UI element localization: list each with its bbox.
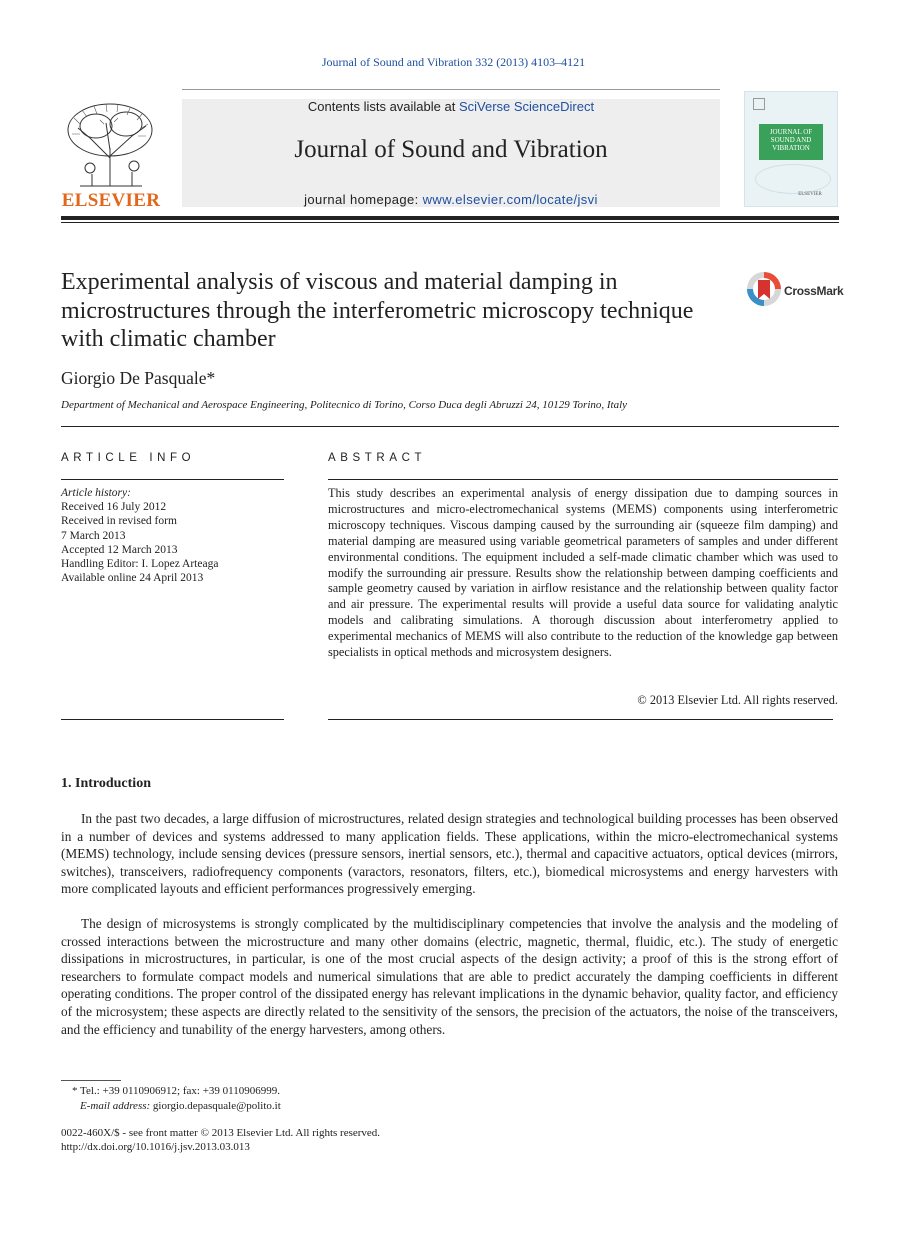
homepage-line	[182, 192, 720, 207]
doi-link[interactable]: http://dx.doi.org/10.1016/j.jsv.2013.03.013	[61, 1141, 250, 1153]
introduction-heading: 1. Introduction	[61, 776, 151, 791]
journal-cover-thumbnail[interactable]	[744, 91, 838, 207]
header-thin-rule	[61, 222, 839, 223]
article-info-rule-top	[61, 479, 284, 480]
history-item: Received 16 July 2012	[61, 501, 167, 514]
journal-citation[interactable]: Journal of Sound and Vibration 332 (2013) 4103–4121	[321, 55, 586, 69]
footnote-email-line	[80, 1100, 281, 1112]
cover-graphic	[755, 164, 831, 194]
elsevier-logo	[60, 98, 162, 212]
contents-line	[182, 99, 720, 114]
article-title: Experimental analysis of viscous and material damping in microstructures through the interferometric microscopy technique with climatic chamber	[61, 269, 694, 352]
journal-name: Journal of Sound and Vibration	[294, 136, 608, 163]
cover-publisher: ELSEVIER	[798, 192, 822, 197]
abstract-rule-bottom	[328, 719, 833, 720]
footnote-rule	[61, 1080, 121, 1081]
sciencedirect-link[interactable]: SciVerse ScienceDirect	[458, 99, 595, 114]
article-info-heading: ARTICLE INFO	[61, 452, 196, 464]
introduction-paragraph: The design of microsystems is strongly complicated by the multidisciplinary competencies that involve the analysis and the modeling of crossed interactions between the microstructure and many other domains (electric, magnetic, thermal, fluidic, etc.). The study of energetic dissipations in microstructures, in particular, is one of the most crucial aspects of the design activity; a proof of this is the strong effort of researchers to formulate compact models and numerical simulations that are able to predict accurately the damping coefficients in different operating conditions. The proper control of the dissipated energy has relevant implications in the dynamic behavior, quality factor, and efficiency of the microsystem; these aspects are directly related to the sensitivity of the sensors, the precision of the actuators, the noise of the transceivers, and the efficiency and tunability of the energy harvesters, among others.	[61, 916, 838, 1037]
cover-mark-icon	[753, 98, 765, 110]
crossmark-icon	[746, 271, 782, 307]
crossmark-badge[interactable]	[746, 271, 846, 309]
history-item: Accepted 12 March 2013	[61, 543, 178, 556]
affiliation-rule	[61, 426, 839, 427]
abstract-rule-top	[328, 479, 838, 480]
history-item: Received in revised form	[61, 515, 177, 528]
cover-title: JOURNAL OF SOUND AND VIBRATION	[769, 128, 813, 152]
article-info-rule-bottom	[61, 719, 284, 720]
homepage-prefix: journal homepage:	[304, 192, 423, 207]
introduction-paragraph: In the past two decades, a large diffusion of microstructures, related design strategies and technological building processes has been observed in a number of devices and systems addressed to many application fields. These applications, within the micro-electromechanical systems (MEMS) technology, include sensing devices (pressure sensors, inertial sensors, etc.), thermal and capacitive actuators, optical devices (mirrors, switches), transceivers, radiofrequency components (varactors, resonators, filters, etc.), biomedical microsystems and energy harvesters with more complicated layouts and efficient performances progressively emerging.	[61, 811, 838, 897]
history-item: Handling Editor: I. Lopez Arteaga	[61, 558, 219, 571]
abstract-heading: ABSTRACT	[328, 452, 427, 464]
header-thick-rule	[61, 216, 839, 220]
crossmark-label: CrossMark	[784, 284, 844, 298]
homepage-link[interactable]: www.elsevier.com/locate/jsvi	[422, 192, 598, 207]
history-item: Available online 24 April 2013	[61, 572, 204, 585]
author-footnote-mark[interactable]: *	[206, 368, 216, 388]
author-line	[61, 368, 215, 389]
article-history	[61, 486, 286, 585]
author-affiliation: Department of Mechanical and Aerospace Engineering, Politecnico di Torino, Corso Duca degli Abruzzi 24, 10129 Torino, Italy	[61, 399, 628, 411]
header-top-rule	[182, 89, 720, 90]
abstract-text: This study describes an experimental analysis of energy dissipation due to damping sources in microstructures and micro-electromechanical systems (MEMS) components using interferometric microscopy techniques. Viscous damping caused by the surrounding air (squeeze film damping) and material damping are measured using variable geometrical parameters of samples and under different environmental conditions. The equipment included a self-made climatic chamber which was used to modify the surrounding air pressure. Results show the relationship between damping coefficients and sample geometry caused by variation in airflow resistance and the relationship between quality factor and air pressure. The experimental results will provide a useful data source for validating analytic models and calibrating simulations. A thorough discussion about interferometry applied to experimental mechanics of MEMS will also contribute to the reduction of the knowledge gap between specialists in optical methods and microsystem designers.	[328, 486, 838, 660]
tree-icon	[60, 98, 162, 190]
contents-prefix: Contents lists available at	[307, 99, 459, 114]
history-label: Article history:	[61, 487, 131, 499]
email-label: E-mail address:	[80, 1100, 153, 1112]
issn-line: 0022-460X/$ - see front matter © 2013 Elsevier Ltd. All rights reserved.	[61, 1127, 381, 1139]
email-address[interactable]: giorgio.depasquale@polito.it	[152, 1100, 281, 1112]
footnote-contact: * Tel.: +39 0110906912; fax: +39 0110906999.	[72, 1085, 280, 1097]
elsevier-wordmark: ELSEVIER	[61, 190, 161, 211]
author-name: Giorgio De Pasquale	[61, 368, 207, 388]
abstract-copyright: © 2013 Elsevier Ltd. All rights reserved.	[637, 693, 838, 707]
history-item: 7 March 2013	[61, 529, 126, 542]
